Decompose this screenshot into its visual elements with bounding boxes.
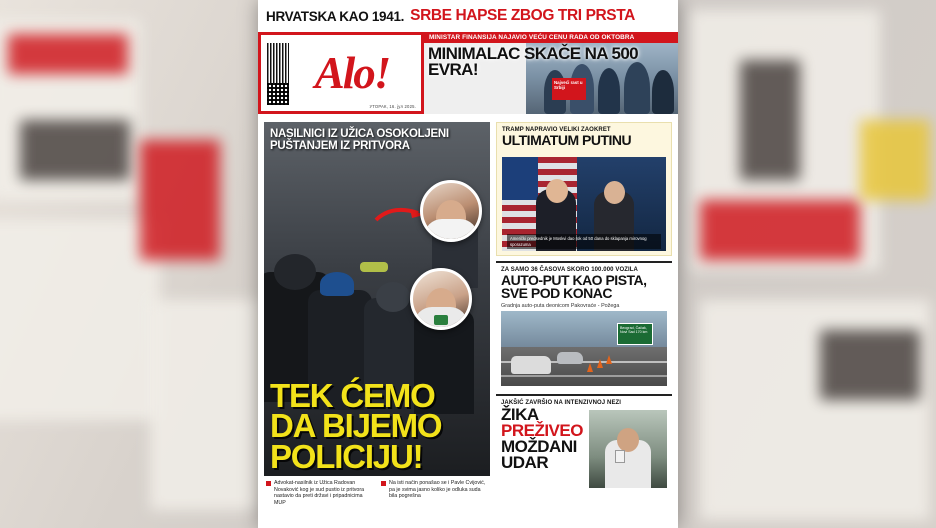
photo-figure (360, 262, 388, 272)
top-banner (258, 0, 678, 32)
story-headline: AUTO-PUT KAO PISTA, SVE POD KONAC (501, 272, 647, 302)
photo-inset-1 (420, 180, 482, 242)
story-photo (501, 311, 667, 386)
secondary-stories-column (496, 122, 672, 522)
photo-figure (604, 181, 625, 204)
photo-figure (546, 179, 568, 203)
bg-fragment (820, 330, 920, 400)
main-story-subheads (264, 476, 490, 522)
photo-inset-2 (410, 268, 472, 330)
story-kicker: TRAMP NAPRAVIO VELIKI ZAOKRET (502, 127, 611, 133)
story-headline-line3: MOŽDANI (501, 437, 577, 457)
masthead-badge: Najveći rast u Srbiji (552, 78, 586, 100)
main-story-headline: TEK ĆEMO DA BIJEMO POLICIJU! (270, 376, 442, 475)
photo-figure (320, 272, 354, 296)
story-headline-block (501, 407, 593, 472)
story-card-zika (496, 394, 672, 490)
bg-fragment (140, 140, 220, 260)
bg-fragment (700, 200, 860, 260)
photo-figure (434, 315, 448, 325)
story-headline-line1: ŽIKA (501, 405, 539, 424)
bg-fragment (8, 34, 128, 74)
masthead (258, 32, 678, 114)
story-photo (589, 410, 667, 488)
top-banner-left-text: HRVATSKA KAO 1941. (266, 8, 405, 24)
bg-fragment (860, 120, 930, 200)
traffic-cone-icon (606, 355, 612, 364)
story-subtext: Gradnja auto-puta deonicom Pakovraće - Požega (501, 302, 620, 309)
highway-sign: Beograd, Čačak, Novi Sad 170 km (617, 323, 653, 345)
main-story-sub-left: Advokat-nasilnik iz Užica Radovan Novaković kog je sud pustio iz pritvora nastavio da preti državi i pripadnicima MUP (266, 480, 373, 522)
main-story-kicker: NASILNICI IZ UŽICA OSOKOLJENI PUŠTANJEM IZ PRITVORA (270, 128, 449, 153)
us-flag-canton (502, 157, 538, 200)
top-banner-right-text: SRBE HAPSE ZBOG TRI PRSTA (410, 7, 635, 24)
masthead-headline: MINIMALAC SKAČE NA 500 EVRA! (428, 44, 639, 80)
main-story-sub-right: Na isti način ponašao se i Pavle Cvijović, pa je svima jasno koliko je odluka suda bila pogrešna (381, 480, 488, 522)
bg-fragment (20, 120, 130, 180)
bg-fragment (740, 60, 800, 180)
qr-code-icon (267, 83, 289, 105)
story-kicker: JAKŠIĆ ZAVRŠIO NA INTENZIVNOJ NEZI (501, 400, 622, 406)
car-graphic (511, 356, 551, 374)
story-headline-line2: PREŽIVEO (501, 421, 583, 441)
red-arrow-icon (374, 206, 426, 224)
car-graphic (557, 352, 583, 364)
brand-logo-text: Alo! (314, 47, 390, 98)
story-photo (502, 157, 666, 251)
masthead-teaser (424, 32, 678, 114)
page-content (258, 116, 678, 528)
traffic-cone-icon (587, 363, 593, 372)
story-kicker: ZA SAMO 36 ČASOVA SKORO 100.000 VOZILA (501, 267, 638, 273)
newspaper-front-page (258, 0, 678, 528)
story-headline-line4: UDAR (501, 453, 549, 473)
masthead-kicker: MINISTAR FINANSIJA NAJAVIO VEĆU CENU RADA OD OKTOBRA (424, 32, 678, 43)
photo-figure (274, 254, 316, 290)
photo-figure (617, 428, 639, 452)
bg-fragment (0, 220, 160, 420)
logo-box (258, 32, 424, 114)
main-story-column (264, 122, 490, 522)
main-story-photo (264, 122, 490, 480)
photo-caption: Američki predsednik je Moskvi dao rok od 50 dana do sklapanja mirovnog sporazuma (507, 234, 661, 249)
story-card-highway (496, 261, 672, 389)
issue-date: УТОРАК, 16. јул 2025. (369, 104, 416, 109)
road-lane (501, 375, 667, 377)
photo-figure (376, 282, 410, 312)
story-card-ultimatum (496, 122, 672, 256)
bg-fragment (150, 300, 260, 510)
photo-figure (424, 219, 478, 242)
traffic-cone-icon (597, 359, 603, 368)
barcode-icon (267, 43, 289, 83)
story-headline: ULTIMATUM PUTINU (502, 132, 632, 148)
id-badge-icon (615, 450, 625, 463)
